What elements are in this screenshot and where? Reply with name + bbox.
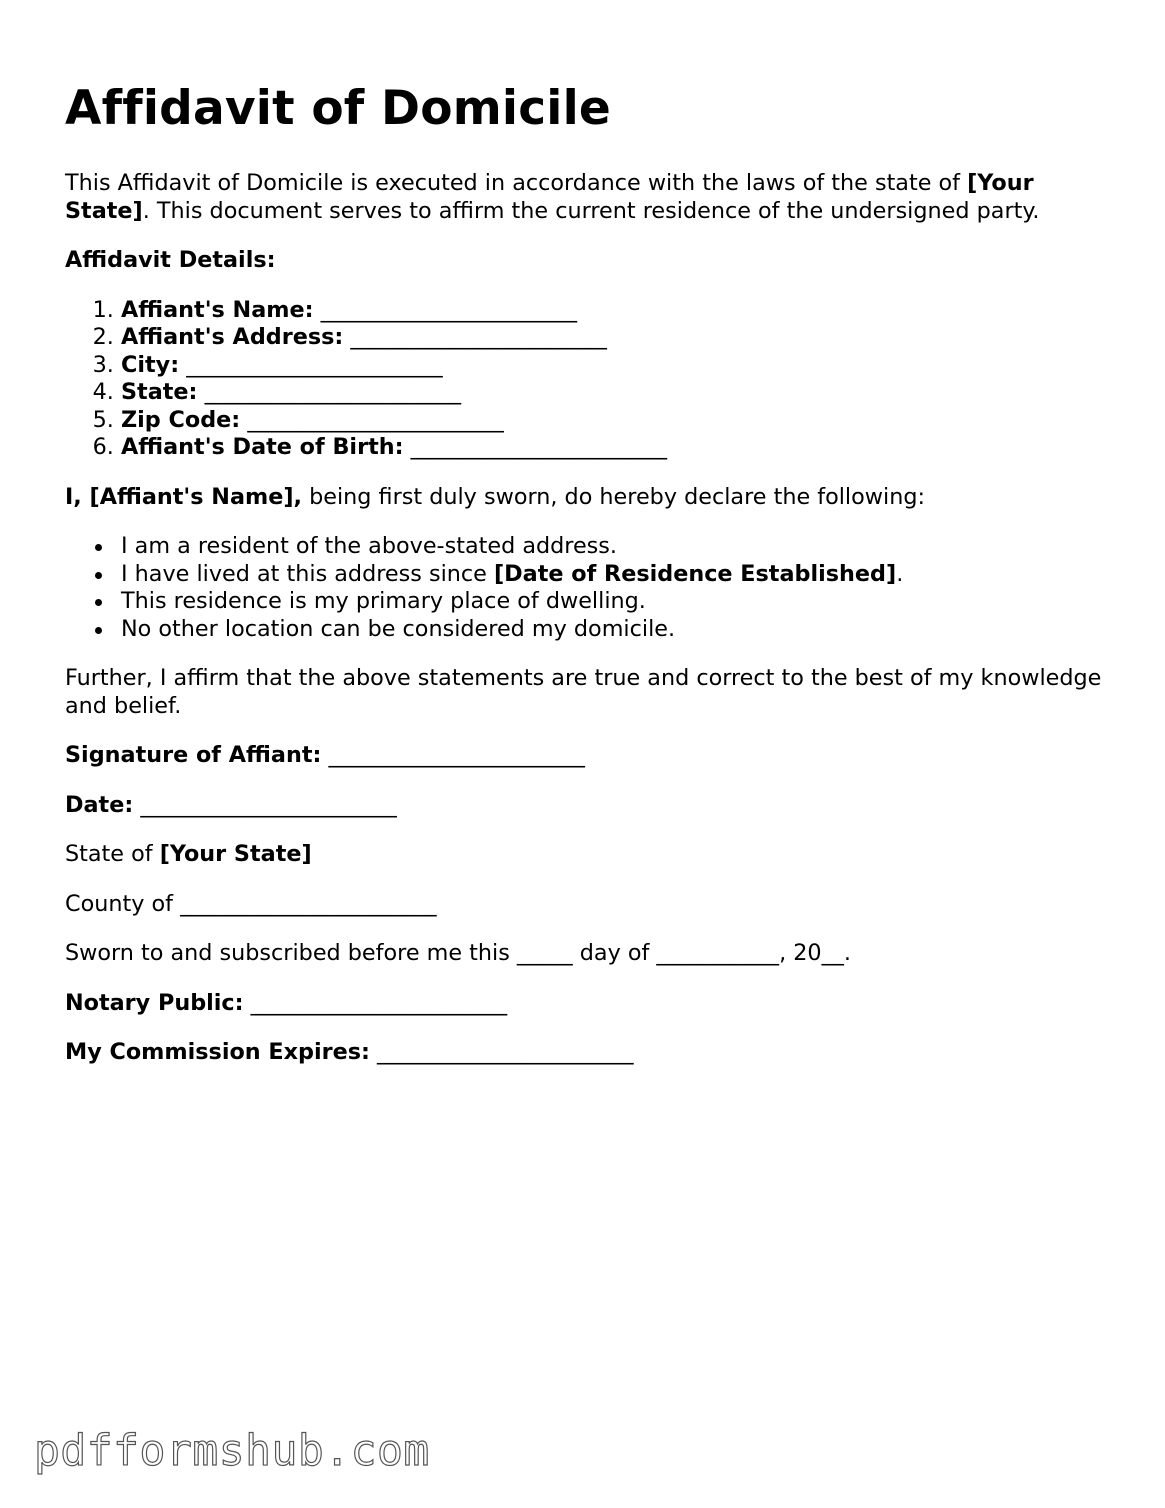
statement-item	[121, 561, 1105, 589]
signature-blank[interactable]: _______________________	[328, 742, 585, 768]
detail-item-city	[121, 352, 1105, 380]
statement-text: I have lived at this address since	[121, 560, 494, 587]
bullet-icon	[95, 572, 102, 579]
detail-label: Affiant's Name:	[121, 296, 314, 323]
statement-text: This residence is my primary place of dwelling.	[121, 588, 646, 614]
notary-line	[65, 990, 1105, 1018]
notary-label: Notary Public:	[65, 989, 244, 1016]
intro-text-1: This Affidavit of Domicile is executed in accordance with the laws of the state of	[65, 170, 968, 196]
state-of-label: State of	[65, 841, 160, 867]
sworn-line: Sworn to and subscribed before me this _____ day of ___________, 20__.	[65, 940, 851, 966]
statement-item	[121, 616, 1105, 644]
intro-state-placeholder: [Your State]	[65, 170, 1034, 224]
detail-item-address	[121, 324, 1105, 352]
commission-blank[interactable]: _______________________	[377, 1039, 634, 1065]
state-of-line	[65, 841, 1105, 869]
detail-item-dob	[121, 434, 1105, 462]
county-of-line	[65, 891, 1105, 919]
detail-label: Zip Code:	[121, 406, 241, 433]
date-line	[65, 792, 1105, 820]
declaration-text: being first duly sworn, do hereby declare the following:	[302, 483, 925, 510]
affirmation-paragraph: Further, I affirm that the above statements are true and correct to the best of my knowledge and belief.	[65, 665, 1102, 719]
notary-blank[interactable]: _______________________	[250, 989, 508, 1016]
statement-text: No other location can be considered my domicile.	[121, 615, 676, 642]
date-label: Date:	[65, 791, 134, 818]
detail-label: City:	[121, 351, 180, 378]
intro-paragraph	[65, 170, 1105, 225]
detail-blank[interactable]: _______________________	[186, 351, 443, 378]
bullet-icon	[95, 544, 102, 551]
detail-label: Affiant's Date of Birth:	[121, 434, 404, 460]
document-title: Affidavit of Domicile	[65, 81, 611, 136]
bullet-icon	[95, 599, 102, 606]
detail-blank[interactable]: _______________________	[320, 296, 578, 323]
statement-text-end: .	[896, 560, 904, 587]
intro-text-2: . This document serves to affirm the current residence of the undersigned party.	[142, 197, 1040, 224]
state-of-value: [Your State]	[159, 841, 312, 867]
detail-label: State:	[121, 379, 198, 405]
watermark: pdfformshub.com	[34, 1426, 430, 1476]
signature-label: Signature of Affiant:	[65, 742, 322, 768]
details-heading	[65, 247, 1105, 275]
commission-line	[65, 1039, 1105, 1067]
detail-item-zip	[121, 407, 1105, 435]
signature-line	[65, 742, 1105, 770]
commission-label: My Commission Expires:	[65, 1039, 370, 1065]
statement-item	[121, 588, 1105, 616]
statements-list	[65, 533, 1105, 643]
date-blank[interactable]: _______________________	[140, 791, 397, 818]
statement-text: I am a resident of the above-stated address.	[121, 533, 618, 559]
detail-item-name	[121, 297, 1105, 325]
details-heading-text: Affidavit Details:	[65, 247, 276, 273]
detail-item-state	[121, 379, 1105, 407]
county-of-blank[interactable]: _______________________	[180, 890, 437, 917]
detail-blank[interactable]: _______________________	[410, 434, 668, 460]
residence-date-placeholder: [Date of Residence Established]	[493, 560, 897, 587]
detail-blank[interactable]: _______________________	[247, 406, 504, 433]
bullet-icon	[95, 627, 102, 634]
detail-blank[interactable]: _______________________	[350, 324, 607, 350]
document-page	[65, 78, 1105, 1089]
details-list	[65, 297, 1105, 462]
county-of-label: County of	[65, 890, 181, 917]
declaration-paragraph	[65, 484, 1105, 512]
declaration-bold: I, [Affiant's Name],	[65, 483, 303, 510]
detail-blank[interactable]: _______________________	[204, 379, 461, 405]
detail-label: Affiant's Address:	[121, 324, 344, 350]
statement-item	[121, 533, 1105, 561]
